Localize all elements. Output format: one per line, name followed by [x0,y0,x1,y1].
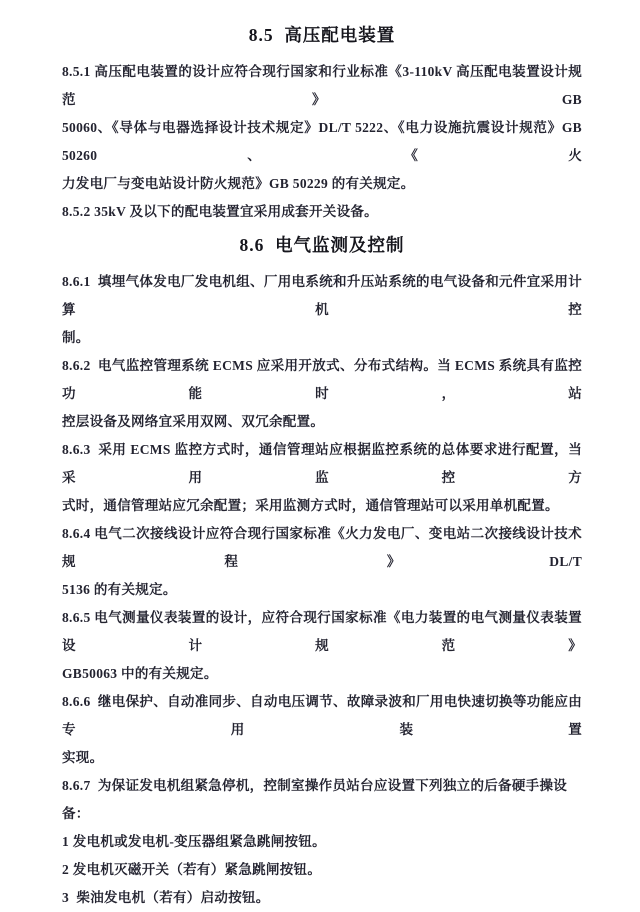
paragraph-line: 8.6.7 为保证发电机组紧急停机，控制室操作员站台应设置下列独立的后备硬手操设备： [62,778,568,821]
paragraph-line: 8.6.2 电气监控管理系统 ECMS 应采用开放式、分布式结构。当 ECMS 系统具有监控功能时，站 [62,358,582,401]
paragraph [62,828,582,856]
section-heading: 8.5 高压配电装置 [248,25,396,45]
paragraph-line: 式时，通信管理站应冗余配置；采用监测方式时，通信管理站可以采用单机配置。 [62,498,559,513]
paragraph-line: 实现。 [62,750,104,765]
paragraph [62,772,582,828]
paragraph-line: 2 发电机灭磁开关（若有）紧急跳闸按钮。 [62,862,322,877]
paragraph-line: 8.5.1 高压配电装置的设计应符合现行国家和行业标准《3-110kV 高压配电装置设计规范》GB [62,64,582,107]
paragraph [62,604,582,688]
paragraph-line: 50060、《导体与电器选择设计技术规定》DL/T 5222、《电力设施抗震设计规范》GB 50260、《火 [62,120,586,163]
paragraph-line: 8.6.3 采用 ECMS 监控方式时，通信管理站应根据监控系统的总体要求进行配置，当采用监控方 [62,442,582,485]
paragraph-line: 8.6.1 填埋气体发电厂发电机组、厂用电系统和升压站系统的电气设备和元件宜采用计算机控 [62,274,582,317]
paragraph-line: 控层设备及网络宜采用双网、双冗余配置。 [62,414,325,429]
paragraph [62,268,582,352]
section-heading: 8.6 电气监测及控制 [239,235,405,255]
paragraph [62,436,582,520]
paragraph-line: 力发电厂与变电站设计防火规范》GB 50229 的有关规定。 [62,176,415,191]
paragraph [62,688,582,772]
paragraph-line: 3 柴油发电机（若有）启动按钮。 [62,890,270,905]
paragraph-line: GB50063 中的有关规定。 [62,666,218,681]
paragraph [62,884,582,912]
paragraph-line: 8.6.5 电气测量仪表装置的设计，应符合现行国家标准《电力装置的电气测量仪表装置设计规范》 [62,610,582,653]
paragraph [62,856,582,884]
paragraph [62,198,582,226]
document-content [62,22,586,912]
paragraph-line: 8.6.6 继电保护、自动准同步、自动电压调节、故障录波和厂用电快速切换等功能应由专用装置 [62,694,582,737]
paragraph-line: 5136 的有关规定。 [62,582,177,597]
paragraph [62,352,582,436]
paragraph [62,520,582,604]
paragraph [62,58,586,198]
paragraph-line: 制。 [62,330,90,345]
paragraph-line: 8.6.4 电气二次接线设计应符合现行国家标准《火力发电厂、变电站二次接线设计技术规程》DL/T [62,526,582,569]
paragraph-line: 1 发电机或发电机-变压器组紧急跳闸按钮。 [62,834,326,849]
paragraph-line: 8.5.2 35kV 及以下的配电装置宜采用成套开关设备。 [62,204,378,219]
